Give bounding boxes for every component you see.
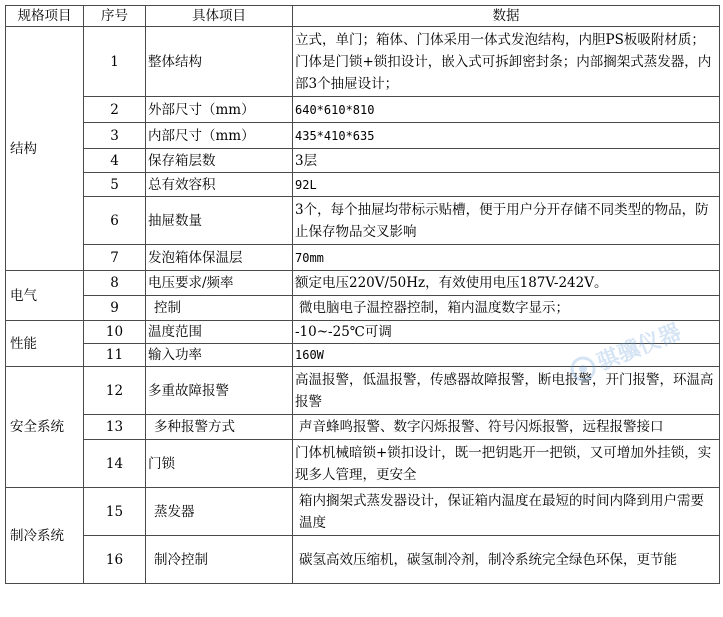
row-no: 4 bbox=[84, 149, 146, 173]
header-item: 具体项目 bbox=[146, 6, 293, 27]
table-row bbox=[6, 173, 720, 197]
table-row bbox=[6, 27, 720, 97]
row-value: 微电脑电子温控器控制，箱内温度数字显示； bbox=[293, 296, 720, 321]
category-performance: 性能 bbox=[6, 321, 84, 367]
table-row bbox=[6, 440, 720, 488]
row-value: 箱内搁架式蒸发器设计，保证箱内温度在最短的时间内降到用户需要温度 bbox=[293, 488, 720, 536]
table-row bbox=[6, 197, 720, 245]
row-value: 435*410*635 bbox=[293, 123, 720, 149]
row-item: 多重故障报警 bbox=[146, 367, 293, 415]
table-row bbox=[6, 536, 720, 584]
row-no: 13 bbox=[84, 415, 146, 440]
spec-table bbox=[5, 5, 720, 584]
row-value: 92L bbox=[293, 173, 720, 197]
row-no: 12 bbox=[84, 367, 146, 415]
row-item: 内部尺寸（mm） bbox=[146, 123, 293, 149]
row-item: 门锁 bbox=[146, 440, 293, 488]
row-item: 控制 bbox=[146, 296, 293, 321]
row-item: 整体结构 bbox=[146, 27, 293, 97]
row-value: 640*610*810 bbox=[293, 97, 720, 123]
row-no: 16 bbox=[84, 536, 146, 584]
table-row bbox=[6, 415, 720, 440]
row-no: 5 bbox=[84, 173, 146, 197]
table-row bbox=[6, 123, 720, 149]
row-no: 9 bbox=[84, 296, 146, 321]
row-no: 1 bbox=[84, 27, 146, 97]
row-no: 6 bbox=[84, 197, 146, 245]
row-item: 蒸发器 bbox=[146, 488, 293, 536]
row-value: 门体机械暗锁+锁扣设计，既一把钥匙开一把锁，又可增加外挂锁，实现多人管理，更安全 bbox=[293, 440, 720, 488]
watermark-text: 骐骥仪器 bbox=[593, 319, 685, 376]
row-value: 碳氢高效压缩机，碳氢制冷剂，制冷系统完全绿色环保，更节能 bbox=[293, 536, 720, 584]
row-item: 制冷控制 bbox=[146, 536, 293, 584]
header-no: 序号 bbox=[84, 6, 146, 27]
row-item: 保存箱层数 bbox=[146, 149, 293, 173]
row-item: 温度范围 bbox=[146, 321, 293, 344]
row-value: 额定电压220V/50Hz，有效使用电压187V-242V。 bbox=[293, 271, 720, 296]
row-value: 70mm bbox=[293, 245, 720, 271]
header-category: 规格项目 bbox=[6, 6, 84, 27]
table-row bbox=[6, 344, 720, 367]
row-value: 160W bbox=[293, 344, 720, 367]
table-row bbox=[6, 367, 720, 415]
table-row bbox=[6, 321, 720, 344]
row-no: 15 bbox=[84, 488, 146, 536]
row-no: 8 bbox=[84, 271, 146, 296]
category-cooling: 制冷系统 bbox=[6, 488, 84, 584]
header-value: 数据 bbox=[293, 6, 720, 27]
table-row bbox=[6, 271, 720, 296]
row-no: 10 bbox=[84, 321, 146, 344]
category-safety: 安全系统 bbox=[6, 367, 84, 488]
table-row bbox=[6, 245, 720, 271]
category-electric: 电气 bbox=[6, 271, 84, 321]
row-value: 3层 bbox=[293, 149, 720, 173]
row-item: 多种报警方式 bbox=[146, 415, 293, 440]
table-row bbox=[6, 97, 720, 123]
table-row bbox=[6, 149, 720, 173]
row-no: 2 bbox=[84, 97, 146, 123]
row-no: 14 bbox=[84, 440, 146, 488]
table-row bbox=[6, 296, 720, 321]
table-row bbox=[6, 488, 720, 536]
row-value: 立式，单门；箱体、门体采用一体式发泡结构，内胆PS板吸附材质；门体是门锁+锁扣设计，嵌入式可拆卸密封条；内部搁架式蒸发器，内部3个抽屉设计； bbox=[293, 27, 720, 97]
row-value: 3个，每个抽屉均带标示贴槽，便于用户分开存储不同类型的物品，防止保存物品交叉影响 bbox=[293, 197, 720, 245]
header-row bbox=[6, 6, 720, 27]
row-no: 7 bbox=[84, 245, 146, 271]
row-value: 声音蜂鸣报警、数字闪烁报警、符号闪烁报警，远程报警接口 bbox=[293, 415, 720, 440]
row-item: 电压要求/频率 bbox=[146, 271, 293, 296]
row-item: 抽屉数量 bbox=[146, 197, 293, 245]
row-value: -10~-25℃可调 bbox=[293, 321, 720, 344]
row-item: 外部尺寸（mm） bbox=[146, 97, 293, 123]
row-item: 总有效容积 bbox=[146, 173, 293, 197]
category-structure: 结构 bbox=[6, 27, 84, 271]
row-item: 发泡箱体保温层 bbox=[146, 245, 293, 271]
row-item: 输入功率 bbox=[146, 344, 293, 367]
row-no: 11 bbox=[84, 344, 146, 367]
row-value: 高温报警，低温报警，传感器故障报警，断电报警，开门报警，环温高报警 bbox=[293, 367, 720, 415]
row-no: 3 bbox=[84, 123, 146, 149]
